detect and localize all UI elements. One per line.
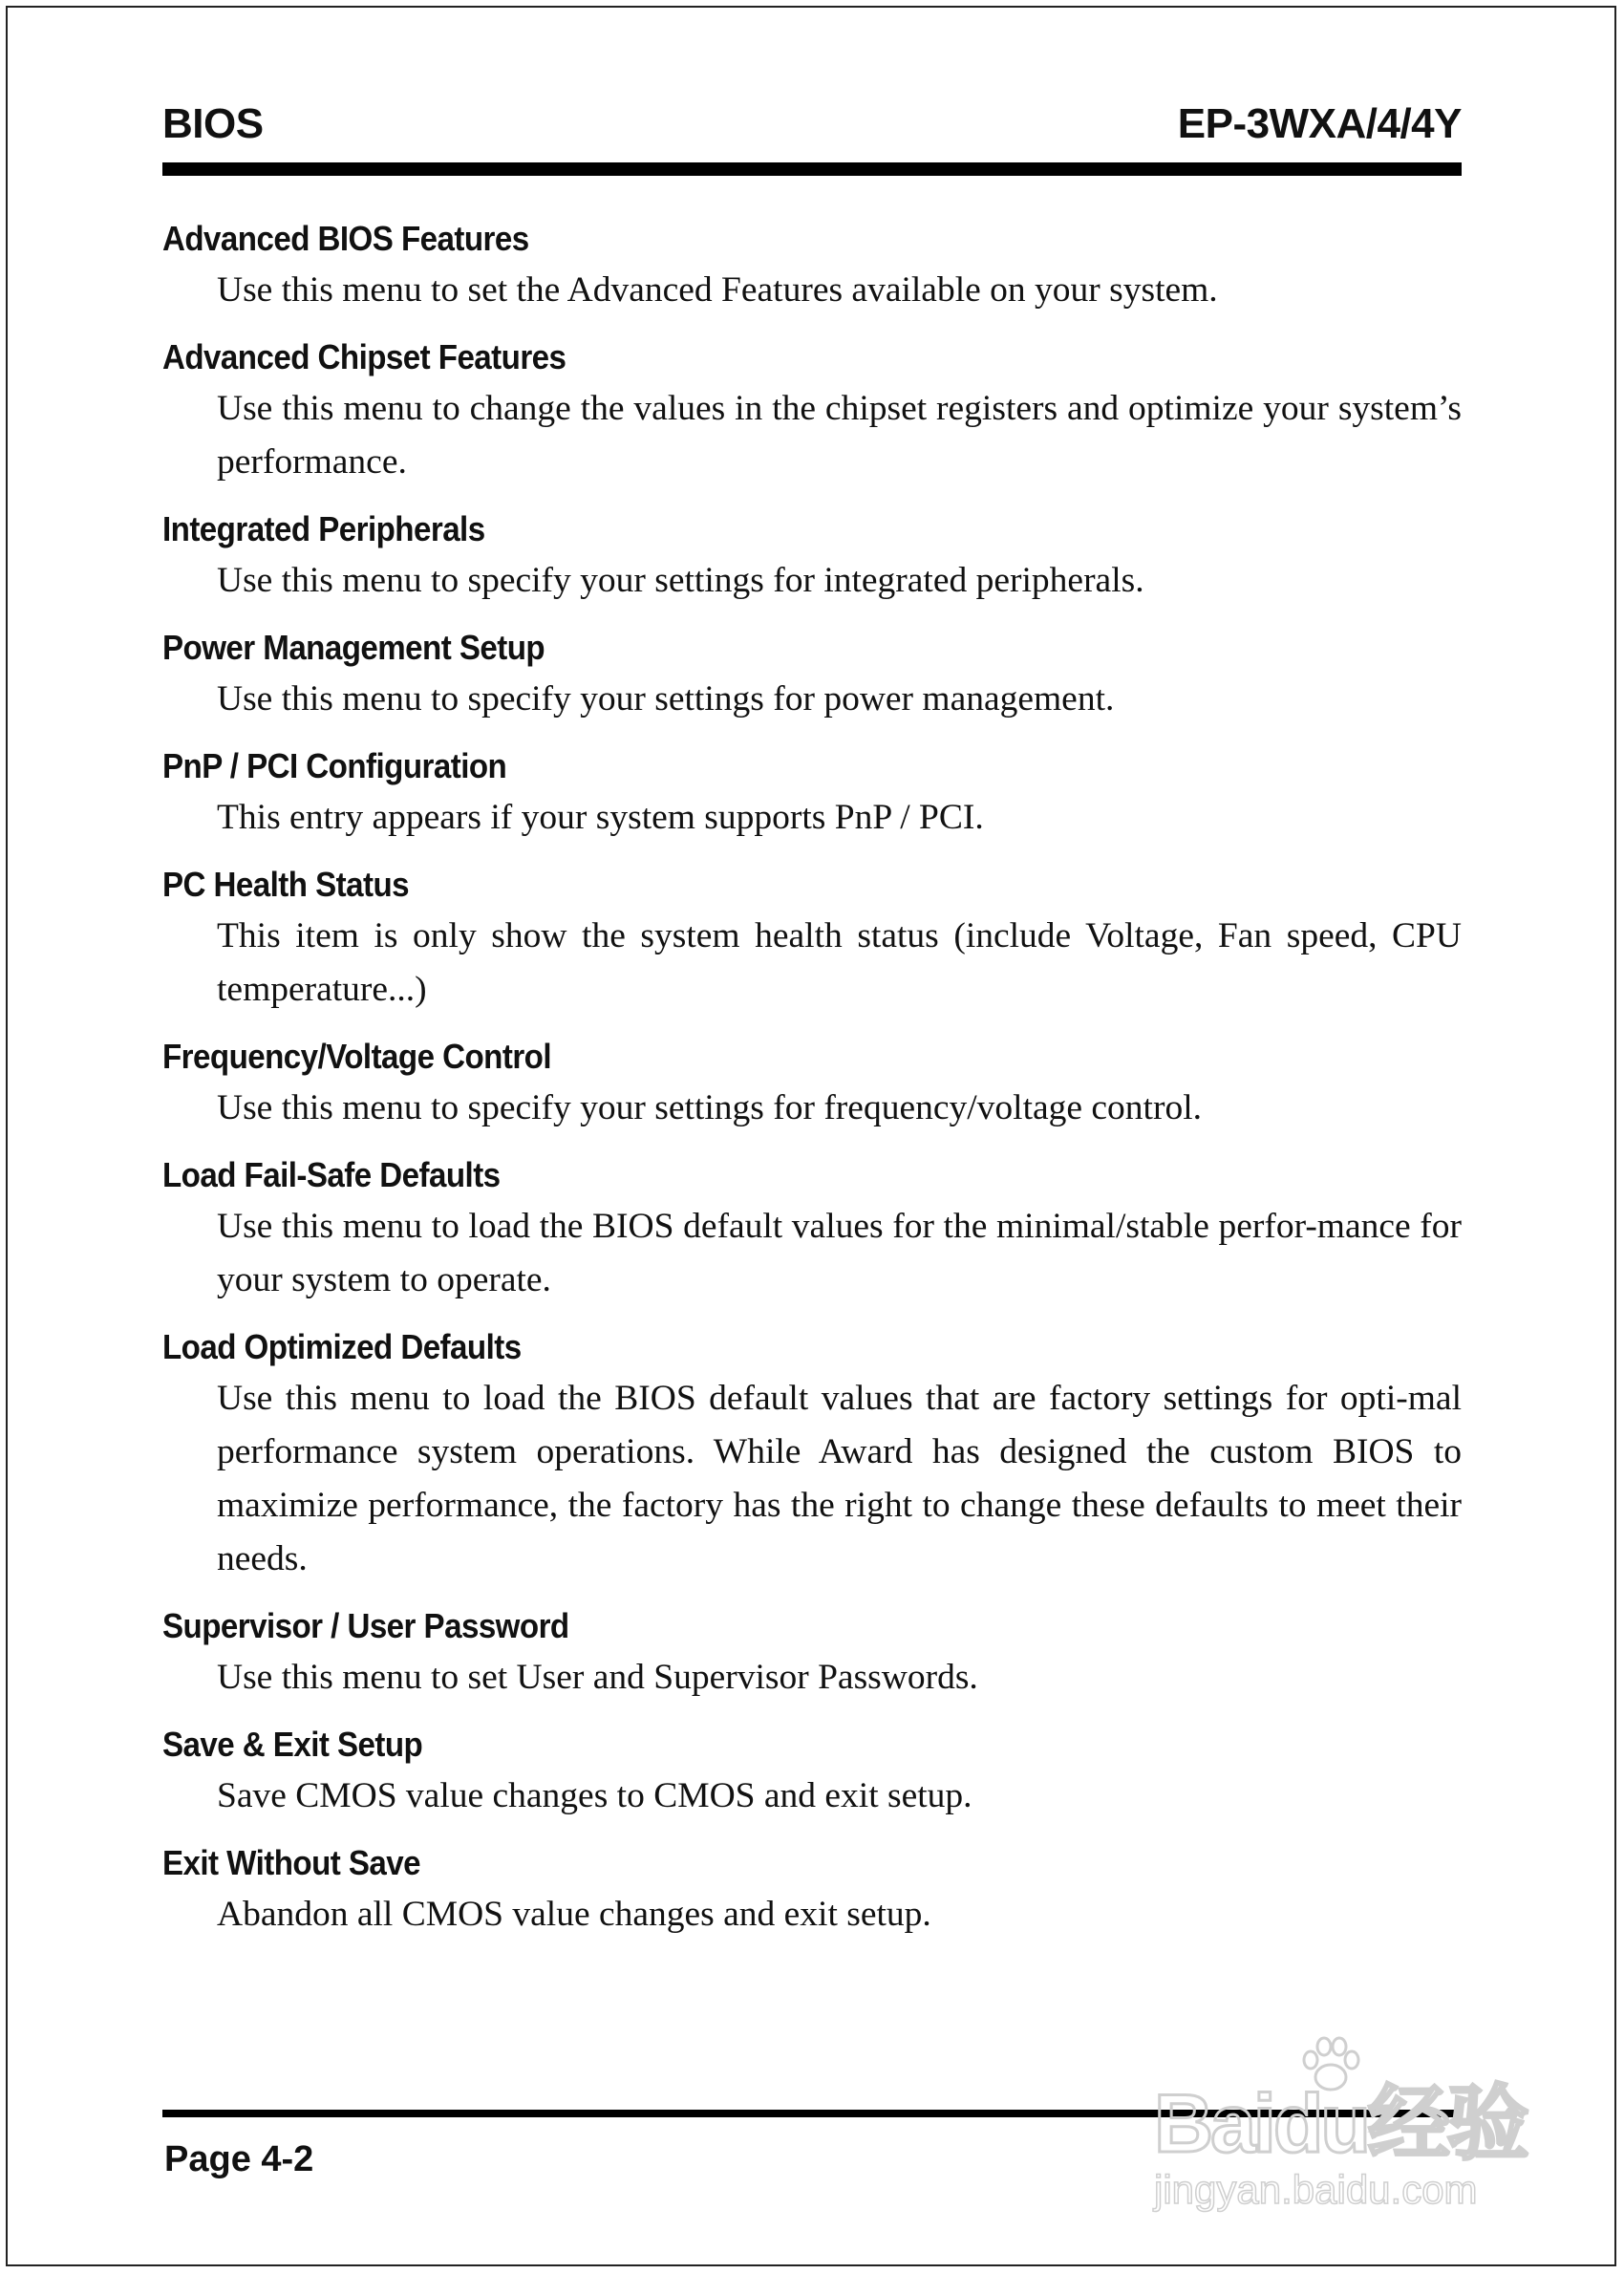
entry-load-fail-safe-defaults bbox=[162, 1152, 1462, 1307]
entry-description: Abandon all CMOS value changes and exit setup. bbox=[217, 1895, 931, 1934]
entry-title: Load Fail-Safe Defaults bbox=[162, 1155, 501, 1194]
page-number: Page 4-2 bbox=[164, 2139, 314, 2179]
entry-advanced-chipset-features bbox=[162, 334, 1462, 489]
entry-pnp-pci-configuration bbox=[162, 743, 1462, 845]
header-rule bbox=[162, 162, 1462, 176]
entry-frequency-voltage-control bbox=[162, 1034, 1462, 1135]
header-section-title: BIOS bbox=[162, 100, 264, 147]
watermark-brand: Baidu经验 bbox=[1154, 2078, 1527, 2170]
menu-descriptions bbox=[162, 216, 1462, 1959]
entry-title: PnP / PCI Configuration bbox=[162, 746, 507, 785]
entry-title: Save & Exit Setup bbox=[162, 1725, 423, 1764]
header-model-name: EP-3WXA/4/4Y bbox=[1177, 100, 1462, 147]
entry-description: Use this menu to set the Advanced Features available on your system. bbox=[217, 270, 1218, 310]
entry-power-management-setup bbox=[162, 625, 1462, 726]
entry-description: Use this menu to specify your settings for frequency/voltage control. bbox=[217, 1088, 1202, 1127]
entry-description: Use this menu to specify your settings for integrated peripherals. bbox=[217, 561, 1144, 600]
entry-exit-without-save bbox=[162, 1840, 1462, 1941]
entry-title: PC Health Status bbox=[162, 865, 410, 904]
entry-advanced-bios-features bbox=[162, 216, 1462, 317]
entry-supervisor-user-password bbox=[162, 1603, 1462, 1705]
entry-title: Exit Without Save bbox=[162, 1843, 421, 1882]
entry-description: Use this menu to load the BIOS default values that are factory settings for opti-mal performance system operations. While Award has designed the custom BIOS to maximize performance, the factory has the right to change these defaults to meet their needs. bbox=[217, 1379, 1462, 1578]
entry-title: Frequency/Voltage Control bbox=[162, 1037, 551, 1076]
entry-title: Integrated Peripherals bbox=[162, 509, 485, 548]
entry-title: Load Optimized Defaults bbox=[162, 1327, 522, 1366]
entry-title: Supervisor / User Password bbox=[162, 1606, 569, 1645]
entry-title: Advanced BIOS Features bbox=[162, 219, 529, 258]
entry-description: Use this menu to specify your settings for power management. bbox=[217, 679, 1115, 719]
entry-load-optimized-defaults bbox=[162, 1324, 1462, 1586]
entry-description: This item is only show the system health status (include Voltage, Fan speed, CPU temperature...) bbox=[217, 916, 1462, 1009]
entry-description: Save CMOS value changes to CMOS and exit setup. bbox=[217, 1776, 972, 1815]
entry-integrated-peripherals bbox=[162, 506, 1462, 608]
page-header bbox=[162, 96, 1462, 162]
entry-pc-health-status bbox=[162, 862, 1462, 1017]
entry-title: Power Management Setup bbox=[162, 628, 545, 667]
entry-title: Advanced Chipset Features bbox=[162, 337, 566, 376]
entry-description: Use this menu to change the values in the chipset registers and optimize your system’s performance. bbox=[217, 389, 1462, 482]
entry-description: Use this menu to load the BIOS default values for the minimal/stable perfor-mance for your system to operate. bbox=[217, 1207, 1462, 1299]
footer-rule bbox=[162, 2110, 1462, 2117]
watermark-url: jingyan.baidu.com bbox=[1154, 2167, 1478, 2212]
entry-description: Use this menu to set User and Supervisor Passwords. bbox=[217, 1658, 978, 1697]
entry-save-exit-setup bbox=[162, 1722, 1462, 1823]
entry-description: This entry appears if your system supports PnP / PCI. bbox=[217, 798, 984, 837]
